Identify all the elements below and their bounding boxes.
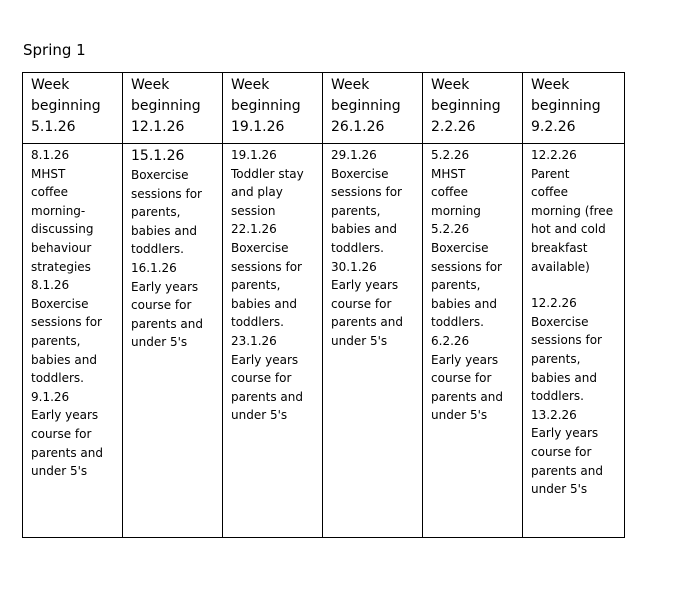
- week-header-line: beginning: [131, 98, 201, 114]
- header-row: [23, 73, 625, 144]
- event-line: course for: [131, 298, 192, 313]
- event-line: under 5's: [31, 464, 88, 479]
- week-events-cell: [323, 144, 423, 538]
- event-line: 8.1.26: [31, 278, 70, 293]
- event-line: toddlers.: [331, 240, 384, 255]
- week-header-line: beginning: [431, 98, 501, 114]
- week-events-cell: [23, 144, 123, 538]
- event-line: toddlers.: [431, 315, 484, 330]
- event-line: sessions for: [131, 186, 202, 201]
- event-line: 29.1.26: [331, 148, 377, 162]
- event-line: course for: [31, 426, 92, 441]
- event-line: under 5's: [131, 335, 188, 350]
- week-header-line: 2.2.26: [431, 119, 476, 135]
- week-header-line: beginning: [331, 98, 401, 114]
- schedule-table: [22, 72, 625, 538]
- event-line: 19.1.26: [231, 148, 277, 162]
- event-line: toddlers.: [31, 371, 84, 386]
- event-line: 13.2.26: [531, 407, 577, 422]
- event-line: Early years: [531, 426, 599, 441]
- week-header-line: 19.1.26: [231, 119, 285, 135]
- event-line: MHST: [431, 166, 466, 181]
- event-line: 5.2.26: [431, 148, 470, 162]
- event-line: babies and: [31, 352, 97, 367]
- event-line: parents,: [131, 205, 181, 220]
- event-line: 9.1.26: [31, 389, 70, 404]
- event-line: Toddler stay: [231, 166, 304, 181]
- event-line: sessions for: [431, 259, 502, 274]
- event-line: 12.2.26: [531, 296, 577, 311]
- event-line: strategies: [31, 259, 91, 274]
- event-line: babies and: [131, 223, 197, 238]
- event-line: Parent: [531, 166, 570, 181]
- event-line: Boxercise: [31, 296, 89, 311]
- event-line: under 5's: [431, 408, 488, 423]
- event-line: Boxercise: [331, 166, 389, 181]
- week-header-line: 26.1.26: [331, 119, 385, 135]
- week-header-line: 5.1.26: [31, 119, 76, 135]
- event-line: 16.1.26: [131, 260, 177, 275]
- week-header: [23, 73, 123, 144]
- event-line: coffee: [31, 185, 68, 200]
- week-header: [423, 73, 523, 144]
- week-events-cell: [223, 144, 323, 538]
- event-line: hot and cold: [531, 222, 606, 237]
- event-line: 30.1.26: [331, 259, 377, 274]
- event-line: Boxercise: [231, 240, 289, 255]
- week-header-line: Week: [31, 77, 70, 93]
- event-line: course for: [231, 371, 292, 386]
- event-line: babies and: [431, 296, 497, 311]
- event-line: Early years: [31, 408, 99, 423]
- event-line: parents and: [531, 463, 603, 478]
- event-line: parents and: [31, 445, 103, 460]
- event-line: parents,: [431, 278, 481, 293]
- event-line: parents,: [231, 278, 281, 293]
- event-line: morning (free: [531, 203, 614, 218]
- event-line: Boxercise: [131, 168, 189, 182]
- event-line: parents and: [331, 315, 403, 330]
- week-events-cell: [123, 144, 223, 538]
- week-header: [123, 73, 223, 144]
- event-line: 15.1.26: [131, 148, 185, 164]
- event-line: sessions for: [331, 185, 402, 200]
- week-header-line: Week: [431, 77, 470, 93]
- event-line: Early years: [431, 352, 499, 367]
- event-line: behaviour: [31, 240, 92, 255]
- event-line: Boxercise: [531, 314, 589, 329]
- event-line: Early years: [231, 352, 299, 367]
- event-line: course for: [331, 296, 392, 311]
- week-header: [523, 73, 625, 144]
- event-line: and play: [231, 185, 283, 200]
- week-events-cell: [523, 144, 625, 538]
- event-line: parents and: [431, 389, 503, 404]
- week-header-line: beginning: [231, 98, 301, 114]
- week-header: [223, 73, 323, 144]
- event-line: Early years: [331, 278, 399, 293]
- event-line: morning-: [31, 203, 86, 218]
- event-line: available): [531, 259, 590, 274]
- event-line: under 5's: [231, 408, 288, 423]
- event-line: toddlers.: [531, 389, 584, 404]
- event-line: Early years: [131, 279, 199, 294]
- event-line: morning: [431, 203, 481, 218]
- event-line: toddlers.: [131, 242, 184, 257]
- week-events-cell: [423, 144, 523, 538]
- event-line: sessions for: [31, 315, 102, 330]
- week-header-line: 12.1.26: [131, 119, 185, 135]
- event-line: discussing: [31, 222, 94, 237]
- event-line: parents,: [31, 333, 81, 348]
- week-header-line: Week: [331, 77, 370, 93]
- event-line: babies and: [531, 370, 597, 385]
- event-line: course for: [531, 444, 592, 459]
- event-line: under 5's: [331, 333, 388, 348]
- week-header-line: Week: [131, 77, 170, 93]
- event-line: 8.1.26: [31, 148, 70, 162]
- event-line: toddlers.: [231, 315, 284, 330]
- page-title: Spring 1: [23, 41, 86, 59]
- event-line: babies and: [331, 222, 397, 237]
- week-header-line: Week: [531, 77, 570, 93]
- week-header-line: beginning: [531, 98, 601, 114]
- event-line: parents,: [331, 203, 381, 218]
- event-line: parents and: [131, 316, 203, 331]
- event-line: babies and: [231, 296, 297, 311]
- event-line: 5.2.26: [431, 222, 470, 237]
- event-line: under 5's: [531, 482, 588, 497]
- event-line: breakfast: [531, 240, 588, 255]
- event-line: Boxercise: [431, 240, 489, 255]
- event-line: 23.1.26: [231, 333, 277, 348]
- event-line: coffee: [431, 185, 468, 200]
- event-line: 6.2.26: [431, 333, 470, 348]
- week-header: [323, 73, 423, 144]
- event-line: course for: [431, 371, 492, 386]
- week-header-line: beginning: [31, 98, 101, 114]
- event-line: coffee: [531, 185, 568, 200]
- week-header-line: 9.2.26: [531, 119, 576, 135]
- event-line: 12.2.26: [531, 148, 577, 162]
- event-line: MHST: [31, 166, 66, 181]
- week-header-line: Week: [231, 77, 270, 93]
- event-line: sessions for: [531, 333, 602, 348]
- event-line: parents and: [231, 389, 303, 404]
- event-line: sessions for: [231, 259, 302, 274]
- events-row: [23, 144, 625, 538]
- event-line: parents,: [531, 351, 581, 366]
- event-line: 22.1.26: [231, 222, 277, 237]
- event-line: session: [231, 203, 276, 218]
